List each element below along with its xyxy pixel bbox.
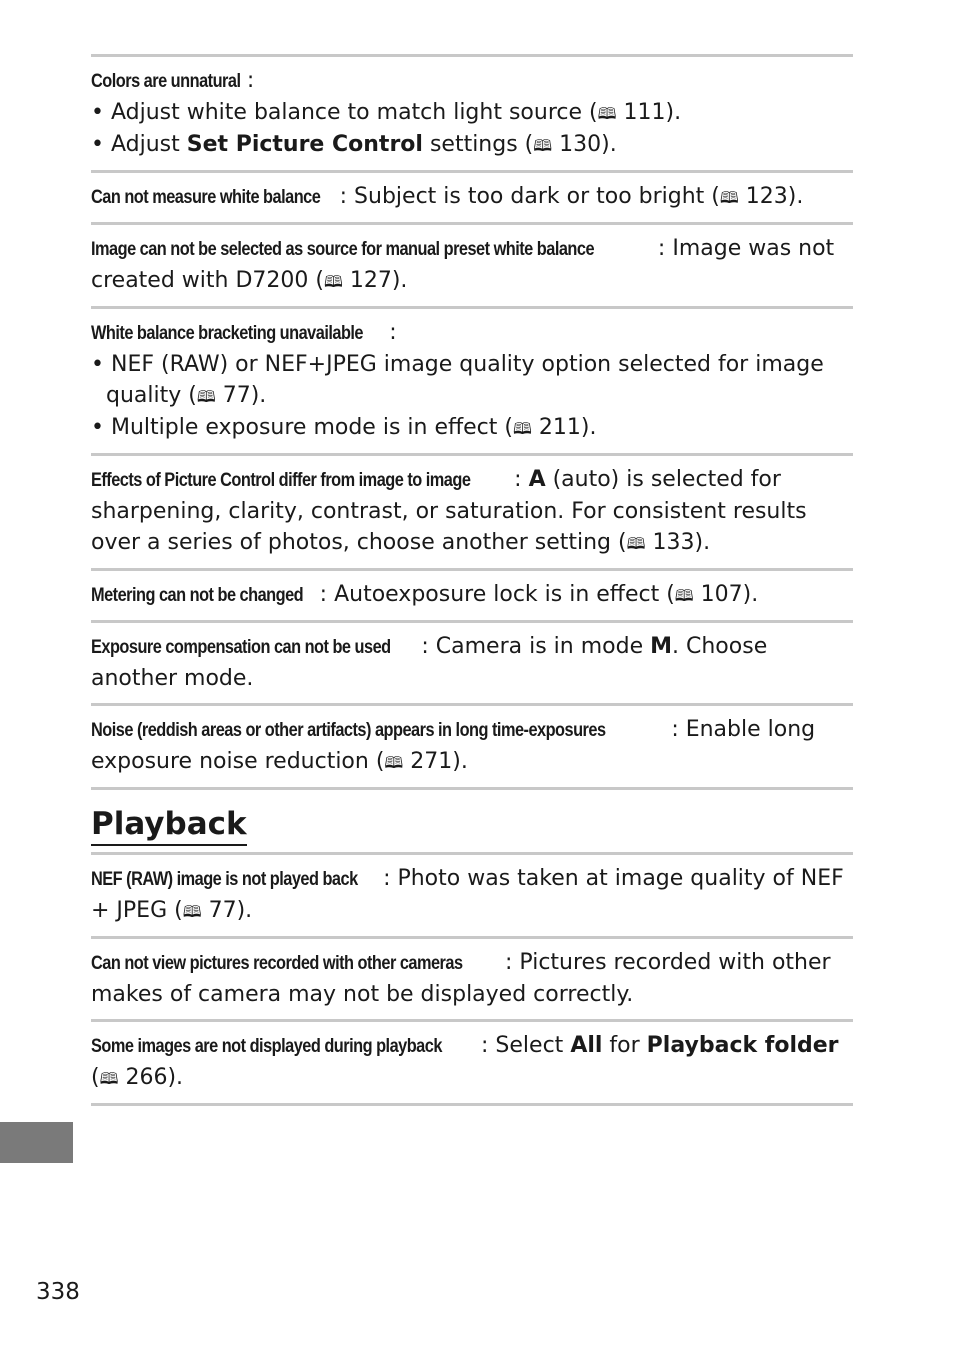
- entry-other-cameras: Can not view pictures recorded with other cameras : Pictures recorded with other makes of camera may not be displayed correctly.: [91, 936, 853, 1019]
- entry-term: White balance bracketing unavailable: [91, 323, 364, 344]
- entry-term: Colors are unnatural: [91, 71, 241, 92]
- entry-term: Can not view pictures recorded with other cameras: [91, 953, 463, 974]
- entry-term: Effects of Picture Control differ from image to image: [91, 470, 471, 491]
- entry-term: Noise (reddish areas or other artifacts) appears in long time-exposures: [91, 720, 606, 741]
- entry-wb-bracketing: White balance bracketing unavailable : • NEF (RAW) or NEF+JPEG image quality option selected for image quality (🕮 77). • Multiple exposure mode is in effect (🕮 211).: [91, 306, 853, 453]
- entry-playback-folder: Some images are not displayed during playback : Select All for Playback folder (🕮 266).: [91, 1019, 853, 1106]
- entry-term: Metering can not be changed: [91, 585, 304, 606]
- book-icon: 🕮: [674, 586, 694, 605]
- bullet-item: • NEF (RAW) or NEF+JPEG image quality option selected for image quality (🕮 77).: [91, 352, 824, 408]
- entry-noise: Noise (reddish areas or other artifacts) appears in long time-exposures : Enable long exposure noise reduction (🕮 271).: [91, 703, 853, 787]
- book-icon: 🕮: [99, 1069, 119, 1088]
- section-title: Playback: [91, 804, 247, 846]
- book-icon: 🕮: [196, 387, 216, 406]
- book-icon: 🕮: [597, 104, 617, 123]
- page-number: 338: [36, 1279, 80, 1305]
- page-content: [91, 54, 853, 1106]
- book-icon: 🕮: [384, 753, 404, 772]
- chapter-tab: [0, 1122, 73, 1163]
- book-icon: 🕮: [719, 188, 739, 207]
- entry-preset-source: Image can not be selected as source for manual preset white balance : Image was not created with D7200 (🕮 127).: [91, 222, 853, 306]
- entry-term: Image can not be selected as source for manual preset white balance: [91, 239, 595, 260]
- entry-term: Can not measure white balance: [91, 187, 321, 208]
- entry-metering: Metering can not be changed : Autoexposure lock is in effect (🕮 107).: [91, 568, 853, 620]
- book-icon: 🕮: [533, 136, 553, 155]
- book-icon: 🕮: [323, 272, 343, 291]
- entry-term: NEF (RAW) image is not played back: [91, 869, 358, 890]
- bullet-item: • Adjust Set Picture Control settings (🕮 130).: [91, 132, 617, 157]
- book-icon: 🕮: [512, 419, 532, 438]
- entry-white-balance-measure: Can not measure white balance : Subject is too dark or too bright (🕮 123).: [91, 170, 853, 222]
- section-heading: [91, 787, 853, 852]
- book-icon: 🕮: [182, 902, 202, 921]
- entry-exposure-comp: Exposure compensation can not be used : Camera is in mode M. Choose another mode.: [91, 620, 853, 703]
- entry-picture-control: Effects of Picture Control differ from image to image : A (auto) is selected for sharpening, clarity, contrast, or saturation. For consistent results over a series of photos, choose another setting (🕮 133).: [91, 453, 853, 568]
- entry-term: Exposure compensation can not be used: [91, 637, 391, 658]
- book-icon: 🕮: [626, 534, 646, 553]
- bullet-item: • Multiple exposure mode is in effect (🕮 211).: [91, 415, 597, 440]
- entry-nef-playback: NEF (RAW) image is not played back : Photo was taken at image quality of NEF + JPEG (🕮 77).: [91, 852, 853, 936]
- entry-term: Some images are not displayed during playback: [91, 1036, 442, 1057]
- bullet-item: • Adjust white balance to match light source (🕮 111).: [91, 100, 682, 125]
- entry-colors-unnatural: Colors are unnatural : • Adjust white balance to match light source (🕮 111). • Adjust Set Picture Control settings (🕮 130).: [91, 54, 853, 170]
